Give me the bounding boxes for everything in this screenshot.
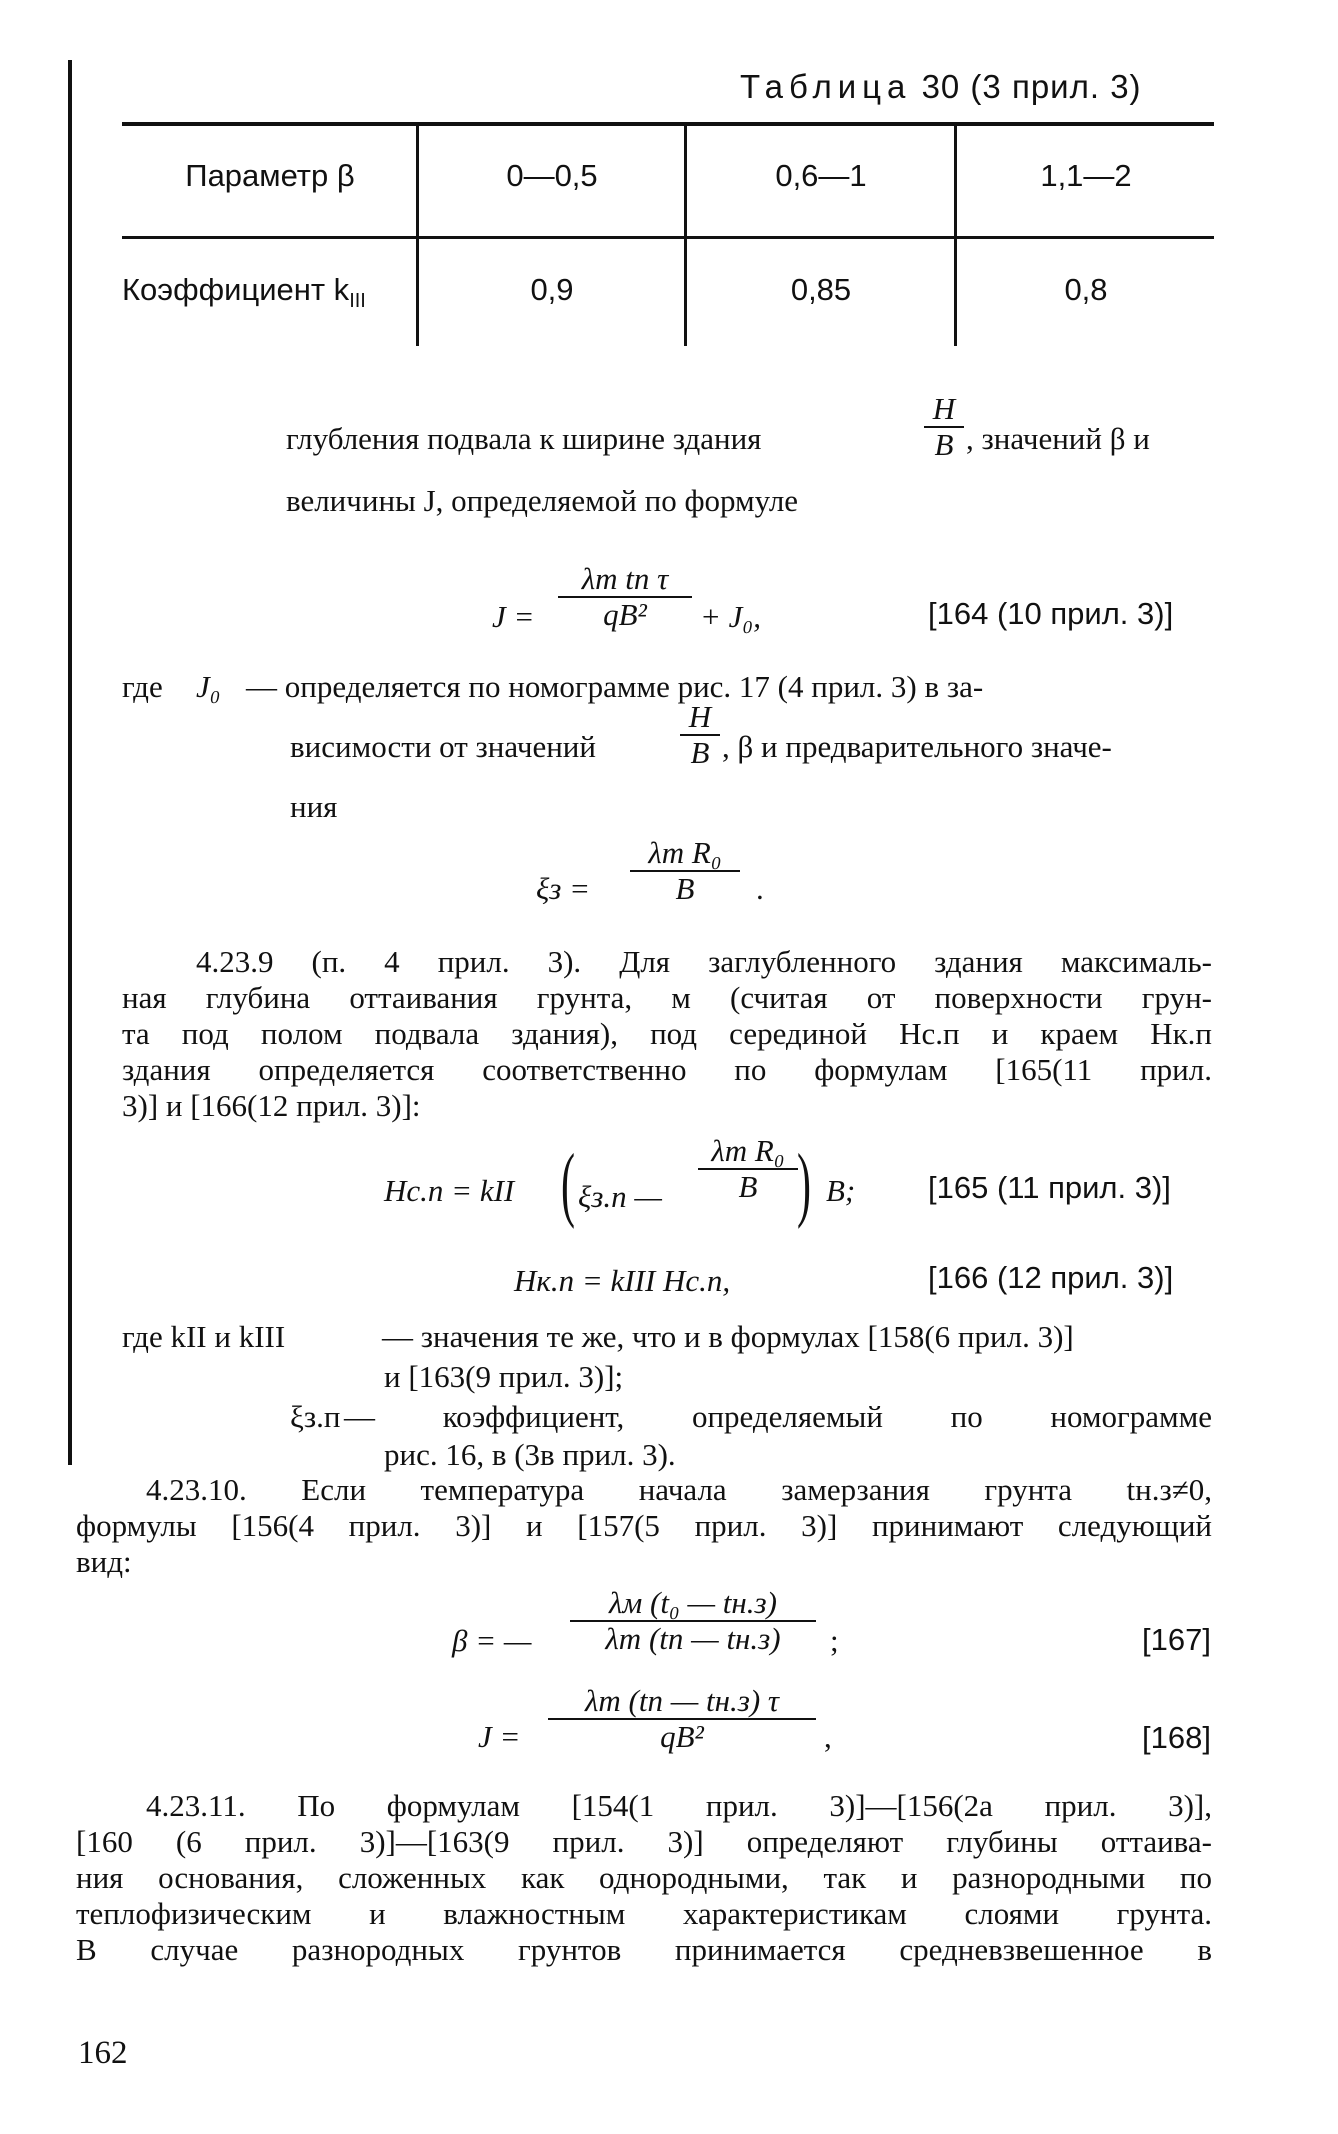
where2-line1: — значения те же, что и в формулах [158(6 прил. 3)] <box>382 1319 1074 1354</box>
para1-line1-b: , значений β и <box>966 421 1150 456</box>
para1-fraction: H B <box>924 392 964 462</box>
para-42311-line: ния основания, сложенных как однородными, так и разнородными по <box>76 1860 1212 1895</box>
eq164-fraction: λт tп τ qB² <box>558 562 692 632</box>
table-title-word: Таблица <box>740 68 912 105</box>
where1-line3: ния <box>290 789 338 824</box>
table-cell-2: 0,85 <box>790 272 852 307</box>
eq166-expr: Hк.п = kIII Hс.п, <box>514 1263 731 1298</box>
table-header-range-1: 0—0,5 <box>506 158 598 193</box>
para-4239 <box>122 944 1212 1124</box>
para-42311-line: теплофизическим и влажностным характеристикам слоями грунта. <box>76 1896 1212 1931</box>
eq164-lhs: J = <box>492 599 535 634</box>
where1-sym: J₀ <box>196 669 221 704</box>
where2-sym2: ξз.п <box>290 1399 341 1434</box>
where1-line1: — определяется по номограмме рис. 17 (4 прил. 3) в за- <box>246 669 984 704</box>
eq165-inner: ξз.п — <box>578 1179 662 1214</box>
para-42310 <box>76 1472 1212 1580</box>
eq167-lhs: β = — <box>452 1623 532 1658</box>
where1-line2-a: висимости от значений <box>290 729 596 764</box>
para-42311-line: 4.23.11. По формулам [154(1 прил. 3)]—[156(2а прил. 3)], <box>146 1788 1212 1823</box>
para-42311-line: [160 (6 прил. 3)]—[163(9 прил. 3)] определяют глубины оттаива- <box>76 1824 1212 1859</box>
eq164-ref: [164 (10 прил. 3)] <box>928 596 1174 631</box>
para1-line1-a: глубления подвала к ширине здания <box>286 421 762 456</box>
eq166-ref: [166 (12 прил. 3)] <box>928 1260 1174 1295</box>
where2-lead: где kII и kIII <box>122 1319 286 1354</box>
table-title <box>740 68 1142 106</box>
where1-line2-b: , β и предварительного значе- <box>722 729 1112 764</box>
para-42310-line: 4.23.10. Если температура начала замерзания грунта tн.з≠0, <box>146 1472 1212 1507</box>
table-header-range-2: 0,6—1 <box>775 158 867 193</box>
eq-xi-lhs: ξз = <box>536 871 591 906</box>
table-header-range-3: 1,1—2 <box>1040 158 1132 193</box>
table-title-ref: 30 (3 прил. 3) <box>921 68 1142 105</box>
where2-line2: и [163(9 прил. 3)]; <box>384 1359 624 1394</box>
where2-line3: — коэффициент, определяемый по номограмме <box>344 1399 1212 1434</box>
eq164-rhs: + J₀, <box>700 599 761 634</box>
para-42311-line: В случае разнородных грунтов принимается средневзвешенное в <box>76 1932 1212 1967</box>
para-4239-line: 4.23.9 (п. 4 прил. 3). Для заглубленного здания максималь- <box>196 944 1212 979</box>
para-42310-line: формулы [156(4 прил. 3)] и [157(5 прил. 3)] принимают следующий <box>76 1508 1212 1543</box>
eq165-lhs: Hс.п = kII <box>384 1173 515 1208</box>
eq168-lhs: J = <box>478 1719 521 1754</box>
eq167-fraction: λм (t₀ — tн.з) λт (tп — tн.з) <box>570 1586 816 1656</box>
table-top-rule <box>122 122 1214 126</box>
para-42310-line: вид: <box>76 1544 132 1579</box>
eq168-ref: [168] <box>1142 1720 1211 1755</box>
para-4239-line: здания определяется соответственно по формулам [165(11 прил. <box>122 1052 1212 1087</box>
eq165-rparen: ) <box>796 1137 811 1230</box>
para-4239-line: 3)] и [166(12 прил. 3)]: <box>122 1088 421 1123</box>
eq168-tail: , <box>824 1719 832 1754</box>
para-4239-line: та под полом подвала здания), под серединой Hс.п и краем Hк.п <box>122 1016 1212 1051</box>
table-header-param: Параметр β <box>185 158 355 193</box>
para-42311 <box>76 1788 1212 1968</box>
table-cell-3: 0,8 <box>1064 272 1108 307</box>
table-col-rule-1 <box>416 126 419 346</box>
eq168-fraction: λт (tп — tн.з) τ qB² <box>548 1684 816 1754</box>
para-4239-line: ная глубина оттаивания грунта, м (считая от поверхности грун- <box>122 980 1212 1015</box>
table-row-label: Коэффициент $k_{III}$ <box>122 272 366 313</box>
eq-xi-fraction: λт R₀ B <box>630 836 740 906</box>
eq167-tail: ; <box>830 1623 839 1658</box>
eq-xi-tail: . <box>756 871 764 906</box>
table-col-rule-2 <box>684 126 687 346</box>
eq165-tail: B; <box>826 1173 856 1208</box>
where1-fraction: H B <box>680 700 720 770</box>
eq167-ref: [167] <box>1142 1622 1211 1657</box>
page-number: 162 <box>78 2035 128 2071</box>
margin-rule <box>68 60 72 1465</box>
eq165-fraction: λт R₀ B <box>698 1134 798 1204</box>
where2-line4: рис. 16, в (3в прил. 3). <box>384 1437 676 1472</box>
table-mid-rule <box>122 236 1214 239</box>
where1-lead: где <box>122 669 163 704</box>
table-col-rule-3 <box>954 126 957 346</box>
eq165-lparen: ( <box>560 1137 575 1230</box>
para1-line2: величины J, определяемой по формуле <box>286 483 799 518</box>
eq165-ref: [165 (11 прил. 3)] <box>928 1170 1171 1205</box>
table-cell-1: 0,9 <box>530 272 574 307</box>
